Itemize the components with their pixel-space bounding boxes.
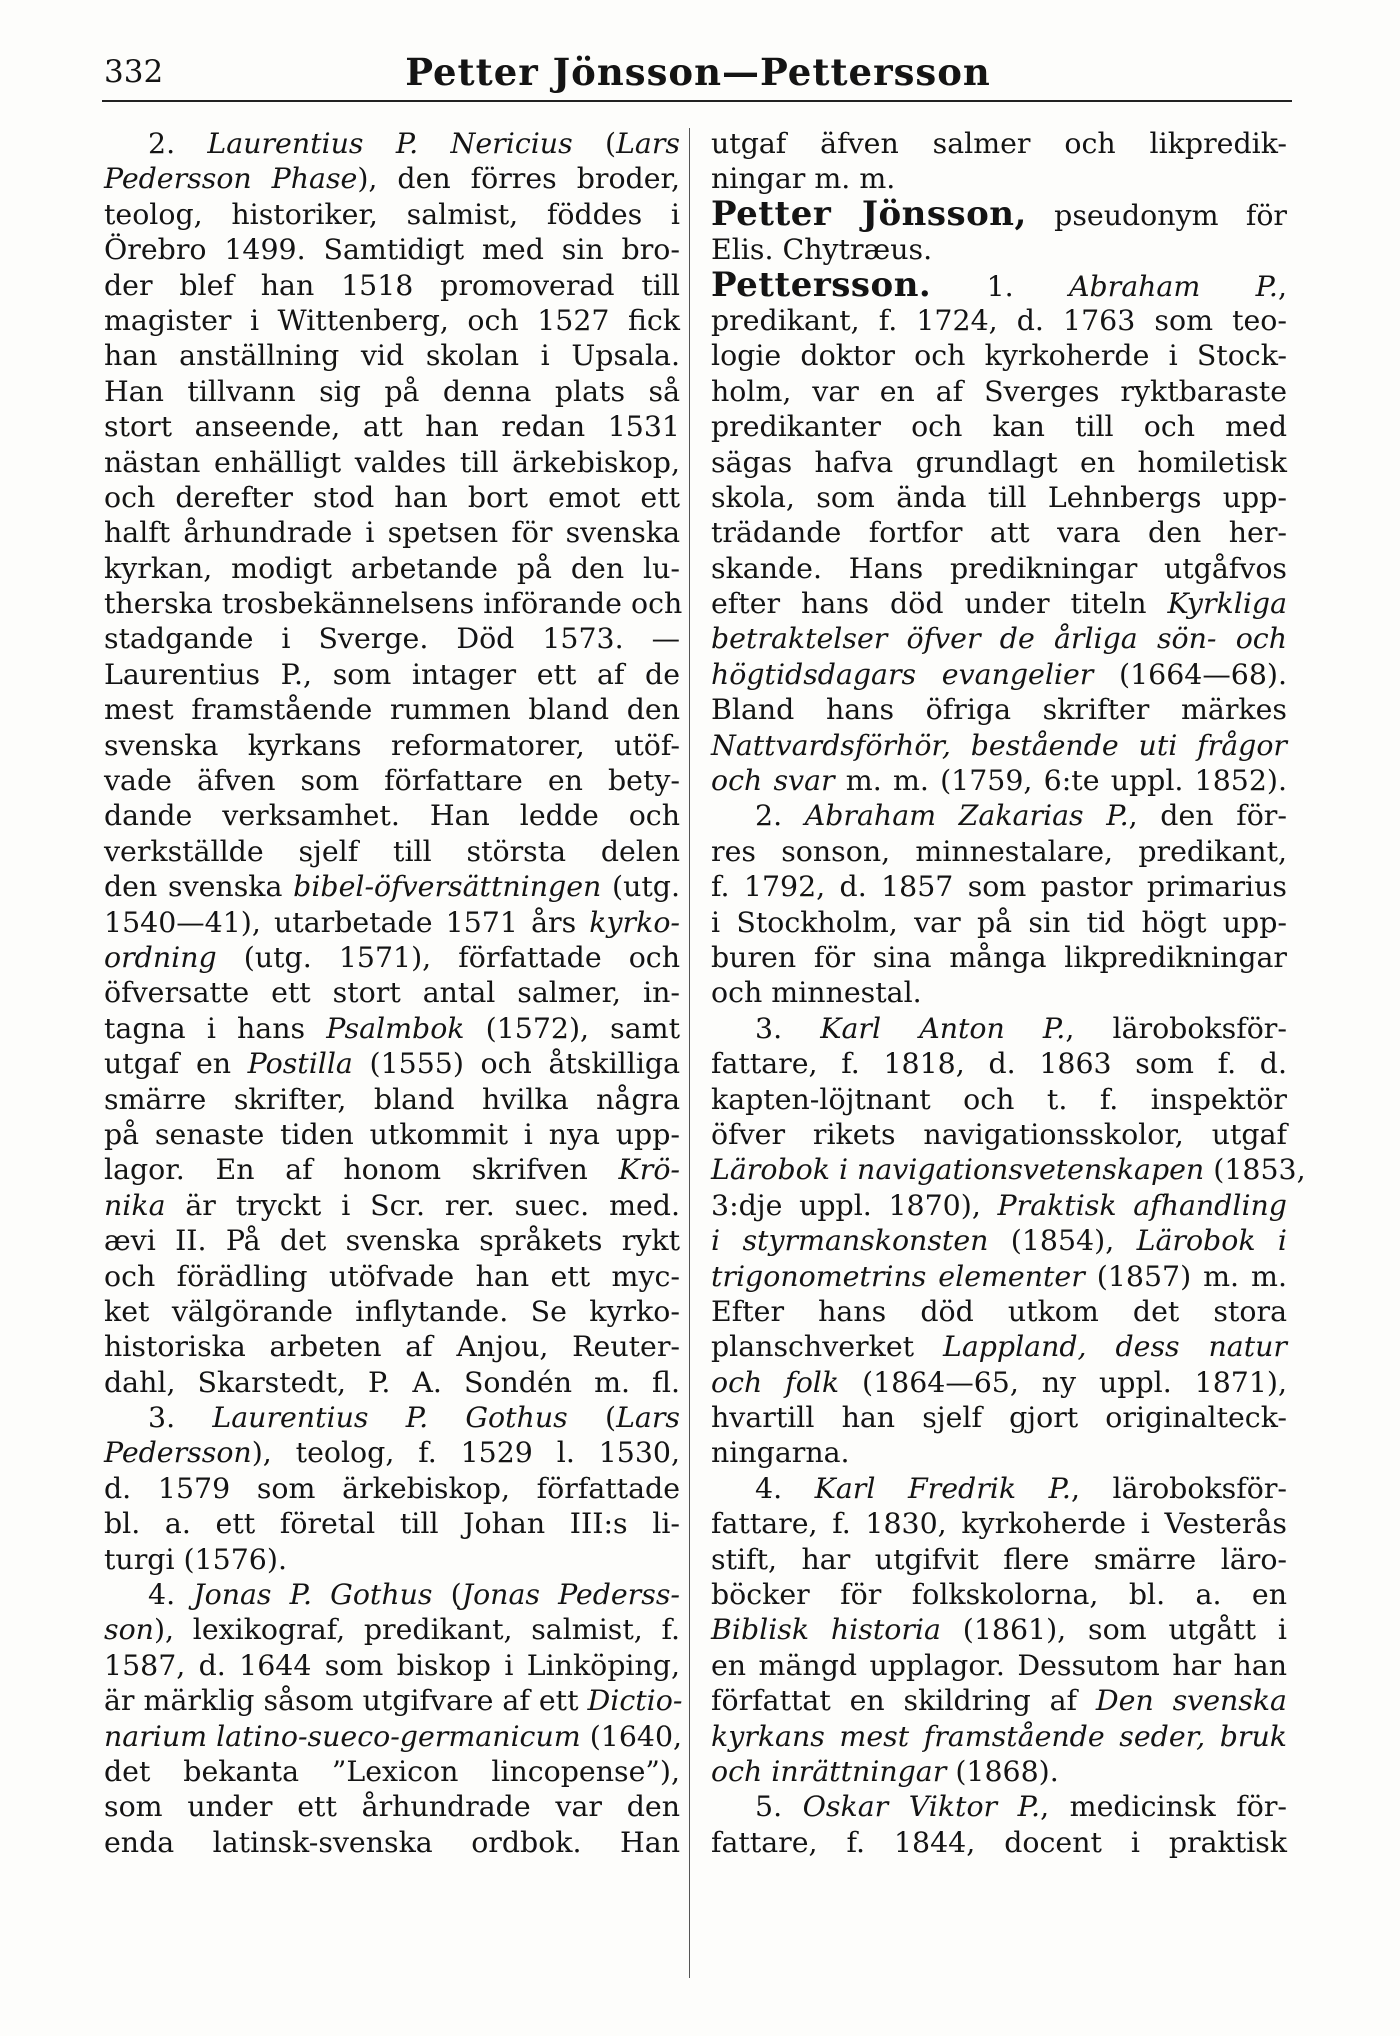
text-line: verkställde sjelf till största delen [104,834,680,868]
text-line: fattare, f. 1830, kyrkoherde i Vesterås [711,1507,1287,1541]
text-line: Efter hans död utkom det stora [711,1294,1287,1328]
text-line: som under ett århundrade var den [104,1790,680,1824]
text-line: böcker för folkskolorna, bl. a. en [711,1578,1287,1612]
text-line: hvartill han sjelf gjort originalteck- [711,1401,1287,1435]
text-line: Han tillvann sig på denna plats så [104,374,680,408]
text-line: 4. Karl Fredrik P., läroboksför- [755,1471,1287,1505]
text-line: Petter Jönsson, pseudonym för [711,193,1287,234]
text-line: Nattvardsförhör, bestående uti frågor [711,728,1287,762]
text-line: 1587, d. 1644 som biskop i Linköping, [104,1648,680,1682]
text-line: kapten-löjtnant och t. f. inspektör [711,1082,1287,1116]
text-line: Elis. Chytræus. [711,233,933,267]
text-line: ningarna. [711,1436,850,1470]
text-line: skande. Hans predikningar utgåfvos [711,551,1287,585]
text-line: son), lexikograf, predikant, salmist, f. [104,1613,680,1647]
text-line: logie doktor och kyrkoherde i Stock- [711,339,1287,373]
text-line: magister i Wittenberg, och 1527 fick [104,303,680,337]
text-line: 1540—41), utarbetade 1571 års kyrko- [104,905,680,939]
text-line: therska trosbekännelsens införande och [104,587,683,621]
text-line: der blef han 1518 promoverad till [104,268,680,302]
text-line: betraktelser öfver de årliga sön- och [711,622,1287,656]
text-line: en mängd upplagor. Dessutom har han [711,1648,1287,1682]
text-line: historiska arbeten af Anjou, Reuter- [104,1330,680,1364]
text-line: smärre skrifter, bland hvilka några [104,1082,680,1116]
text-line: 3:dje uppl. 1870), Praktisk afhandling [711,1188,1287,1222]
text-line: fattare, f. 1818, d. 1863 som f. d. [711,1047,1287,1081]
text-line: Laurentius P., som intager ett af de [104,657,680,691]
text-line: 2. Abraham Zakarias P., den för- [755,799,1287,833]
text-line: och inrättningar (1868). [711,1754,1059,1788]
text-line: trigonometrins elementer (1857) m. m. [711,1259,1288,1293]
text-line: den svenska bibel-öfversättningen (utg. [104,870,680,904]
text-line: svenska kyrkans reformatorer, utöf- [104,728,680,762]
text-line: ordning (utg. 1571), författade och [104,940,680,974]
text-line: sägas hafva grundlagt en homiletisk [711,445,1287,479]
text-line: tagna i hans Psalmbok (1572), samt [104,1011,680,1045]
text-line: halft århundrade i spetsen för svenska [104,516,680,550]
text-line: f. 1792, d. 1857 som pastor primarius [711,870,1287,904]
text-line: 5. Oskar Viktor P., medicinsk för- [755,1790,1287,1824]
text-line: turgi (1576). [104,1542,287,1576]
text-line: kyrkan, modigt arbetande på den lu- [104,551,680,585]
text-line: och derefter stod han bort emot ett [104,480,680,514]
text-line: dande verksamhet. Han ledde och [104,799,680,833]
text-line: stift, har utgifvit flere smärre läro- [711,1542,1287,1576]
text-line: och förädling utöfvade han ett myc- [104,1259,680,1293]
text-line: Biblisk historia (1861), som utgått i [711,1613,1287,1647]
text-line: predikanter och kan till och med [711,410,1287,444]
header-rule [102,100,1292,102]
text-line: ævi II. På det svenska språkets rykt [104,1224,680,1258]
text-line: författat en skildring af Den svenska [711,1684,1287,1718]
right-column [711,126,1306,1860]
text-line: ningar m. m. [711,162,896,196]
page-number: 332 [104,54,164,90]
text-line: Pedersson), teolog, f. 1529 l. 1530, [104,1436,680,1470]
text-line: 4. Jonas P. Gothus (Jonas Pederss- [148,1578,680,1612]
left-column [104,126,683,1860]
text-line: enda latinsk-svenska ordbok. Han [104,1825,680,1859]
text-line: öfver rikets navigationsskolor, utgaf [711,1117,1287,1151]
text-line: predikant, f. 1724, d. 1763 som teo- [711,303,1287,337]
text-line: teolog, historiker, salmist, föddes i [104,197,680,231]
text-line: d. 1579 som ärkebiskop, författade [104,1471,680,1505]
text-line: dahl, Skarstedt, P. A. Sondén m. fl. [104,1365,680,1399]
text-line: mest framstående rummen bland den [104,693,680,727]
text-line: det bekanta ”Lexicon lincopense”), [104,1754,680,1788]
text-line: ket välgörande inflytande. Se kyrko- [104,1294,680,1328]
text-line: i Stockholm, var på sin tid högt upp- [711,905,1287,939]
text-line: nästan enhälligt valdes till ärkebiskop, [104,445,680,479]
running-title: Petter Jönsson—Pettersson [405,50,991,94]
text-line: och svar m. m. (1759, 6:te uppl. 1852). [711,764,1287,798]
text-line: bl. a. ett företal till Johan III:s li- [104,1507,680,1541]
text-line: vade äfven som författare en bety- [104,764,680,798]
text-line: holm, var en af Sverges ryktbaraste [711,374,1287,408]
column-divider [689,128,690,1978]
page-header [104,48,1292,104]
text-line: Pedersson Phase), den förres broder, [104,162,680,196]
text-line: kyrkans mest framstående seder, bruk [711,1719,1287,1753]
text-line: och folk (1864—65, ny uppl. 1871), [711,1365,1287,1399]
text-line: öfversatte ett stort antal salmer, in- [104,976,680,1010]
text-line: utgaf äfven salmer och likpredik- [711,127,1287,160]
text-line: Lärobok i navigationsvetenskapen (1853, [711,1153,1306,1187]
text-line: Pettersson. 1. Abraham P., [711,264,1287,305]
text-line: på senaste tiden utkommit i nya upp- [104,1117,680,1151]
text-line: narium latino-sueco-germanicum (1640, [104,1719,683,1753]
text-line: 2. Laurentius P. Nericius (Lars [148,127,680,160]
text-line: och minnestal. [711,976,922,1010]
text-line: fattare, f. 1844, docent i praktisk [711,1825,1287,1859]
text-line: lagor. En af honom skrifven Krö- [104,1153,680,1187]
text-line: han anställning vid skolan i Upsala. [104,339,680,373]
text-line: stort anseende, att han redan 1531 [104,410,680,444]
text-line: skola, som ända till Lehnbergs upp- [711,480,1287,514]
text-line: Örebro 1499. Samtidigt med sin bro- [104,233,680,267]
text-line: res sonson, minnestalare, predikant, [711,834,1287,868]
text-line: efter hans död under titeln Kyrkliga [711,587,1287,621]
text-line: Bland hans öfriga skrifter märkes [711,693,1287,727]
text-line: 3. Laurentius P. Gothus (Lars [148,1401,680,1435]
text-line: trädande fortfor att vara den her- [711,516,1287,550]
text-line: 3. Karl Anton P., läroboksför- [755,1011,1287,1045]
text-line: nika är tryckt i Scr. rer. suec. med. [104,1188,680,1222]
text-line: i styrmanskonsten (1854), Lärobok i [711,1224,1287,1258]
text-line: planschverket Lappland, dess natur [711,1330,1287,1364]
text-line: högtidsdagars evangelier (1664—68). [711,657,1287,691]
text-line: är märklig såsom utgifvare af ett Dictio- [104,1684,683,1718]
text-line: stadgande i Sverge. Död 1573. — [104,622,680,656]
text-line: utgaf en Postilla (1555) och åtskilliga [104,1047,680,1081]
text-line: buren för sina många likpredikningar [711,940,1287,974]
